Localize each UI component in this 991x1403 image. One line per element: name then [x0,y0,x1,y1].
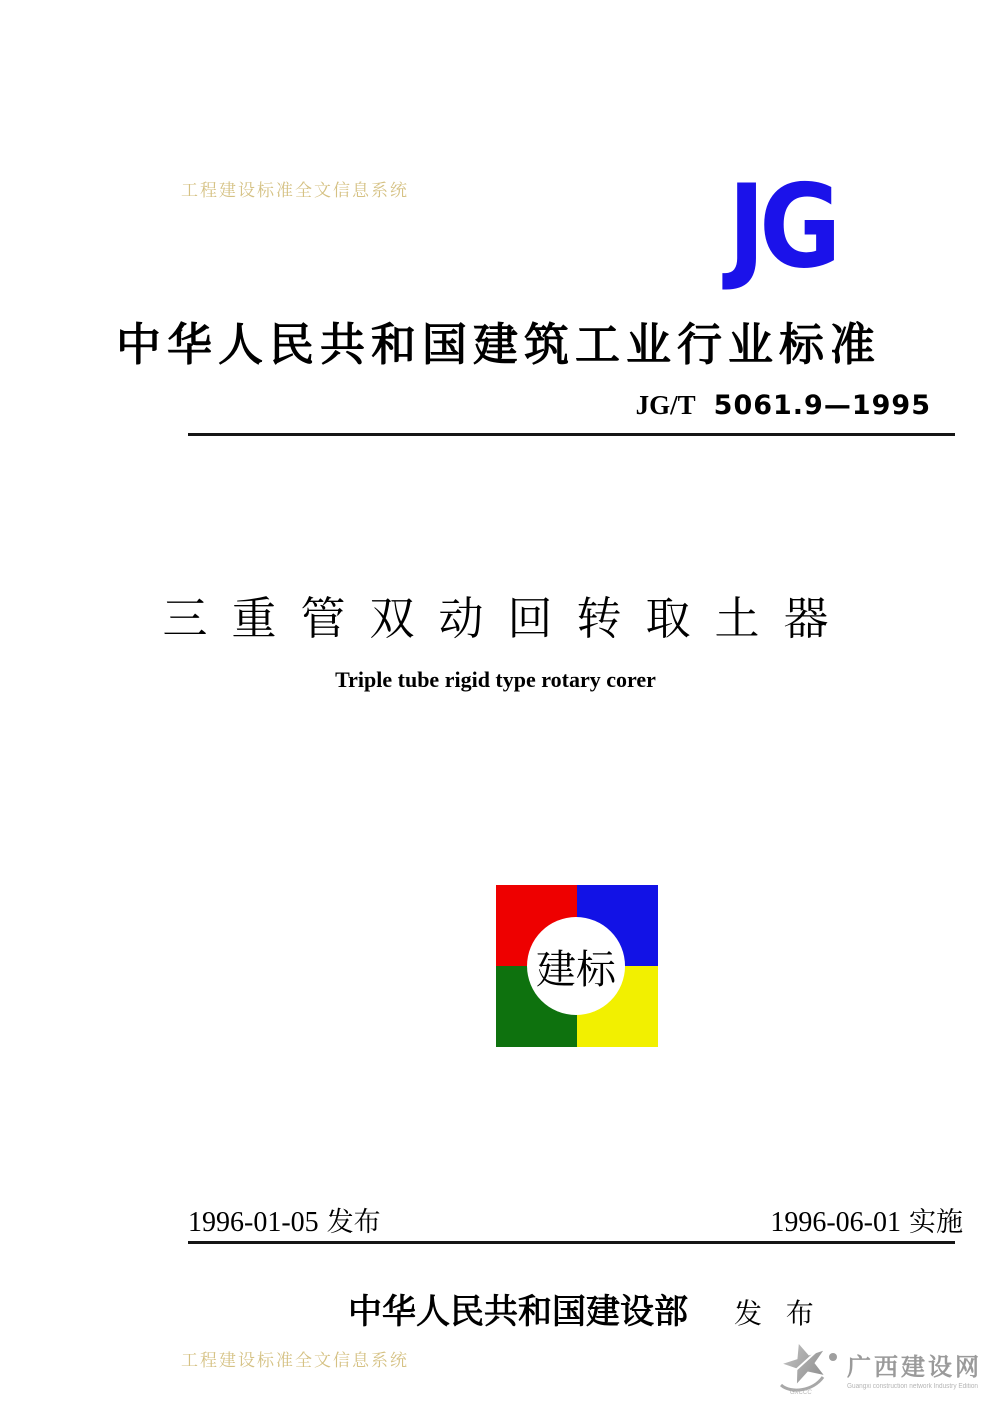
issue-date [188,1200,381,1239]
publisher-row [348,1284,822,1333]
jianbiao-emblem [496,885,658,1047]
site-logo-mark: GXCCC [790,1390,812,1396]
standard-code-prefix: JG/T [635,390,696,420]
header-rule [188,433,955,436]
site-logo-text [847,1341,989,1390]
issue-date-value: 1996-01-05 [188,1207,319,1238]
site-logo-subtitle: Guangxi construction network Industry Edition [847,1383,979,1391]
implement-date-label: 实施 [909,1207,963,1237]
emblem-circle [527,917,625,1015]
date-row [188,1200,963,1239]
implement-date [770,1200,963,1239]
jg-monogram: JG [728,159,836,295]
issue-date-label: 发布 [326,1207,381,1237]
publish-action-label: 发 布 [734,1298,822,1329]
site-logo [775,1341,987,1401]
footer-rule [188,1241,955,1244]
standard-code [636,390,931,421]
document-title-chinese: 三重管双动回转取土器 [162,593,853,644]
standard-category-title: 中华人民共和国建筑工业行业标准 [115,319,881,370]
site-logo-name: 广西建设网 [847,1354,982,1381]
implement-date-value: 1996-06-01 [770,1207,901,1238]
watermark-bottom-text: 工程建设标准全文信息系统 [181,1351,409,1370]
publisher-name: 中华人民共和国建设部 [348,1293,688,1331]
standard-code-number: 5061.9—1995 [713,390,931,421]
watermark-top-text: 工程建设标准全文信息系统 [181,181,409,200]
document-title-english: Triple tube rigid type rotary corer [335,667,656,692]
emblem-label: 建标 [536,947,617,992]
star-icon [775,1341,841,1399]
